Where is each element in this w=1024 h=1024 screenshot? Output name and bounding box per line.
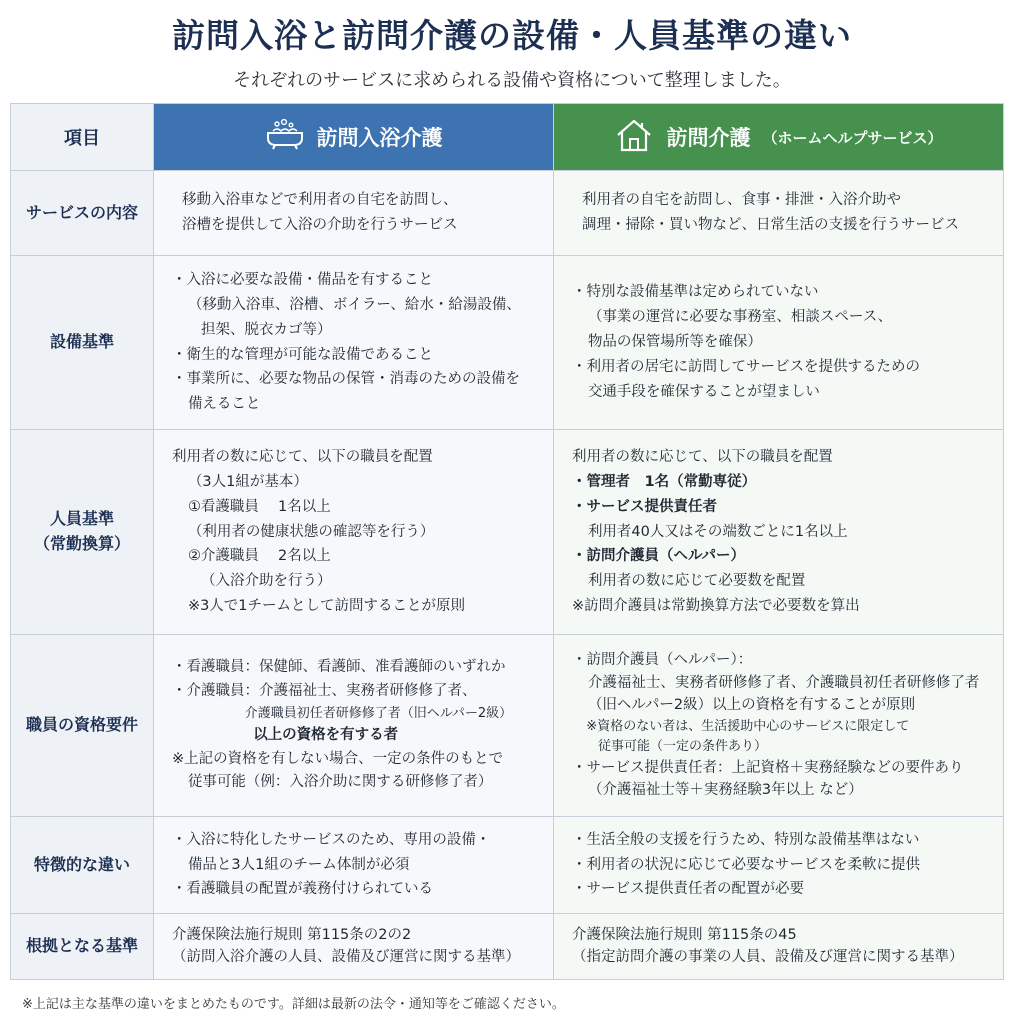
row-label-staff: 人員基準 （常勤換算） <box>11 430 154 635</box>
cell-staff-bath: 利用者の数に応じて、以下の職員を配置 （3人1組が基本） ①看護職員 1名以上 （利用者の健康状態の確認等を行う） ②介護職員 2名以上 （入浴介助を行う） ※3人で1チームとして訪問することが原則 <box>154 430 554 635</box>
row-label-features: 特徴的な違い <box>11 817 154 914</box>
header-bath <box>154 104 554 171</box>
header-bath-label: 訪問入浴介護 <box>316 126 443 150</box>
header-row <box>11 104 1004 171</box>
row-equipment <box>11 256 1004 430</box>
page-subtitle: それぞれのサービスに求められる設備や資格について整理しました。 <box>233 70 791 91</box>
header-home <box>554 104 1004 171</box>
row-qualification <box>11 635 1004 817</box>
row-label-qualification: 職員の資格要件 <box>11 635 154 817</box>
cell-basis-home: 介護保険法施行規則 第115条の45 （指定訪問介護の事業の人員、設備及び運営に関する基準） <box>554 914 1004 980</box>
cell-service-home: 利用者の自宅を訪問し、食事・排泄・入浴介助や 調理・掃除・買い物など、日常生活の支援を行うサービス <box>554 171 1004 256</box>
cell-features-home: ・生活全般の支援を行うため、特別な設備基準はない ・利用者の状況に応じて必要なサービスを柔軟に提供 ・サービス提供責任者の配置が必要 <box>554 817 1004 914</box>
row-basis <box>11 914 1004 980</box>
row-label-equipment: 設備基準 <box>11 256 154 430</box>
comparison-table <box>10 103 1004 980</box>
header-home-sublabel: （ホームヘルプサービス） <box>762 128 943 147</box>
row-features <box>11 817 1004 914</box>
header-item: 項目 <box>11 104 154 171</box>
cell-features-bath: ・入浴に特化したサービスのため、専用の設備・ 備品と3人1組のチーム体制が必須 ・看護職員の配置が義務付けられている <box>154 817 554 914</box>
cell-qualification-bath: ・看護職員：保健師、看護師、准看護師のいずれか ・介護職員：介護福祉士、実務者研修修了者、 介護職員初任者研修修了者（旧ヘルパー2級） 以上の資格を有する者 ※上記の資格を有しない場合、一定の条件のもとで 従事可能（例：入浴介助に関する研修修了者） <box>154 635 554 817</box>
cell-service-bath: 移動入浴車などで利用者の自宅を訪問し、 浴槽を提供して入浴の介助を行うサービス <box>154 171 554 256</box>
cell-equipment-home: ・特別な設備基準は定められていない （事業の運営に必要な事務室、相談スペース、 物品の保管場所等を確保） ・利用者の居宅に訪問してサービスを提供するための 交通手段を確保することが望ましい <box>554 256 1004 430</box>
cell-qualification-home: ・訪問介護員（ヘルパー）： 介護福祉士、実務者研修修了者、介護職員初任者研修修了者 （旧ヘルパー2級）以上の資格を有することが原則 ※資格のない者は、生活援助中心のサービスに限定して 従事可能（一定の条件あり） ・サービス提供責任者：上記資格＋実務経験などの要件あり （介護福祉士等＋実務経験3年以上 など） <box>554 635 1004 817</box>
cell-equipment-bath: ・入浴に必要な設備・備品を有すること （移動入浴車、浴槽、ボイラー、給水・給湯設備、 担架、脱衣カゴ等） ・衛生的な管理が可能な設備であること ・事業所に、必要な物品の保管・消毒のための設備を 備えること <box>154 256 554 430</box>
cell-staff-home: 利用者の数に応じて、以下の職員を配置 ・管理者 1名（常勤専従） ・サービス提供責任者 利用者40人又はその端数ごとに1名以上 ・訪問介護員（ヘルパー） 利用者の数に応じて必要数を配置 ※訪問介護員は常勤換算方法で必要数を算出 <box>554 430 1004 635</box>
row-service <box>11 171 1004 256</box>
row-label-service: サービスの内容 <box>11 171 154 256</box>
house-icon <box>614 117 654 158</box>
cell-basis-bath: 介護保険法施行規則 第115条の2の2 （訪問入浴介護の人員、設備及び運営に関する基準） <box>154 914 554 980</box>
header-home-label: 訪問介護 <box>666 126 751 150</box>
row-staff <box>11 430 1004 635</box>
bathtub-icon <box>265 119 305 156</box>
footnote: ※上記は主な基準の違いをまとめたものです。詳細は最新の法令・通知等をご確認ください。 <box>22 997 565 1012</box>
row-label-basis: 根拠となる基準 <box>11 914 154 980</box>
page-title: 訪問入浴と訪問介護の設備・人員基準の違い <box>172 16 852 55</box>
